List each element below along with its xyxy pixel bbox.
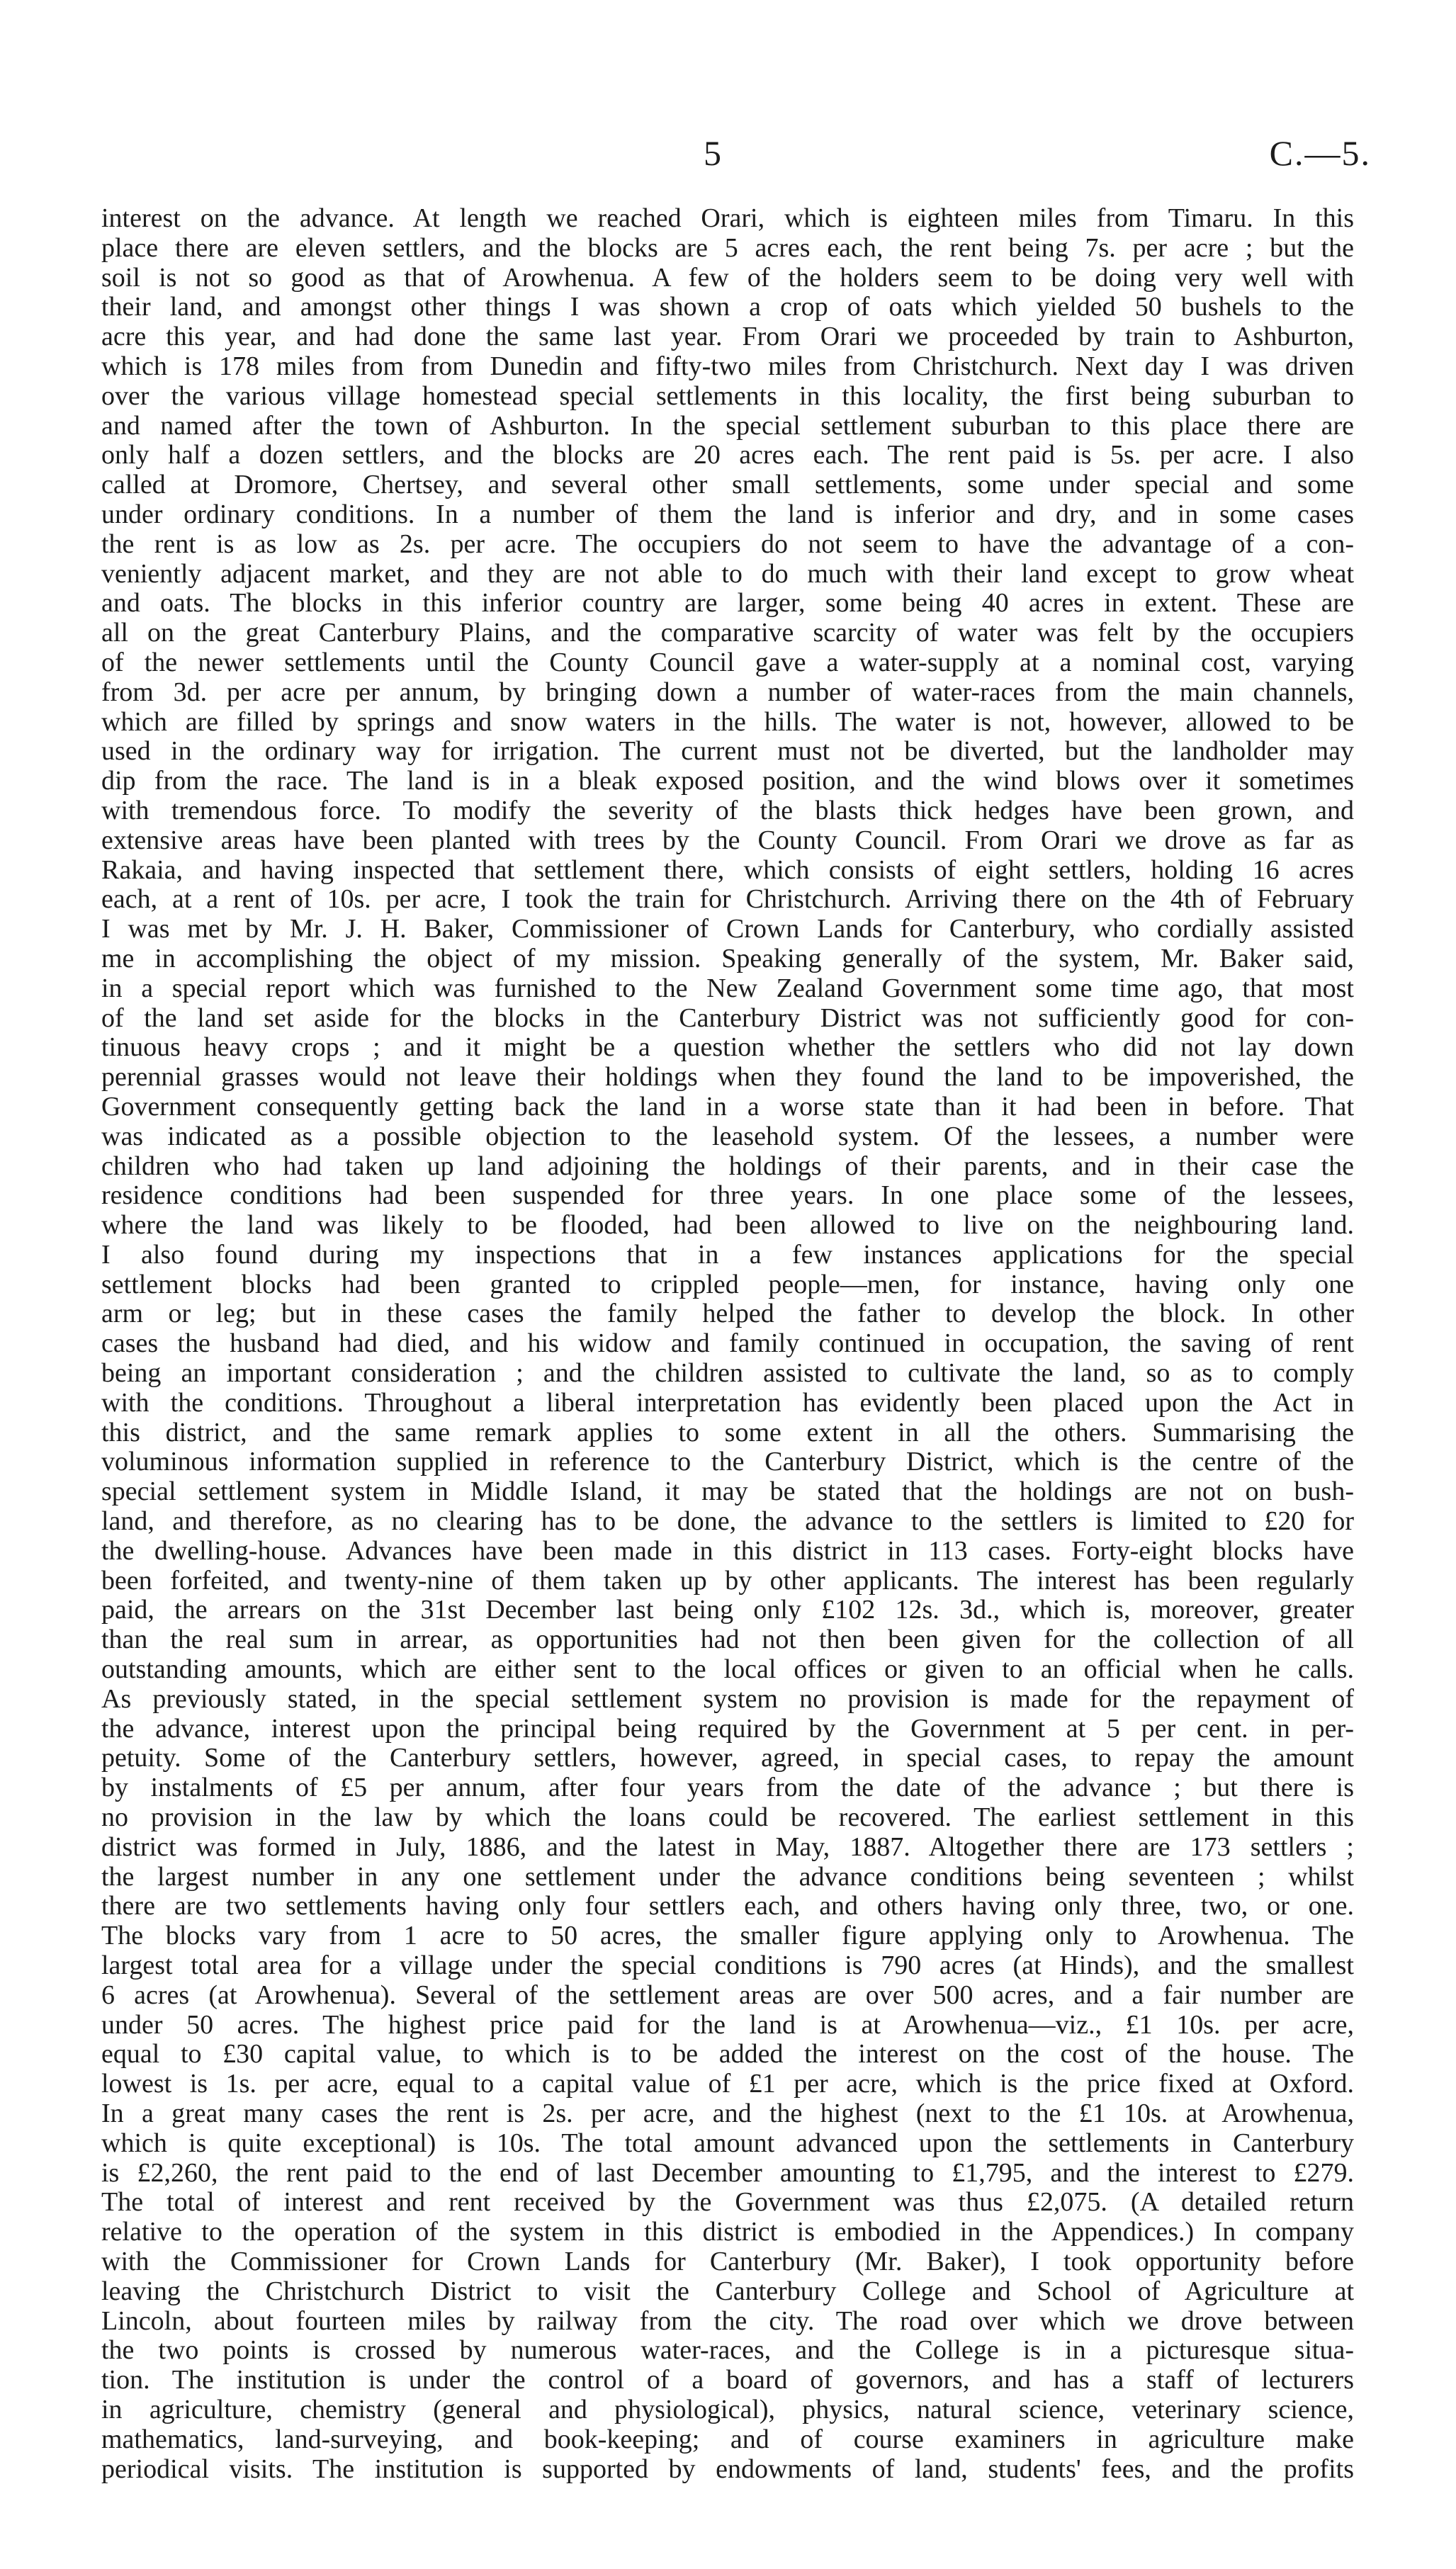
text-line: tinuous heavy crops ; and it might be a question whether the settlers who did not lay down bbox=[101, 1032, 1354, 1063]
text-line: and named after the town of Ashburton. In the special settlement suburban to this place there are bbox=[101, 410, 1354, 441]
text-line: no provision in the law by which the loans could be recovered. The earliest settlement in this bbox=[101, 1802, 1354, 1833]
page-number: 5 bbox=[704, 133, 721, 173]
text-line: there are two settlements having only four settlers each, and others having only three, two, or one. bbox=[101, 1891, 1354, 1921]
text-line: with tremendous force. To modify the severity of the blasts thick hedges have been grown, and bbox=[101, 795, 1354, 825]
text-line: I also found during my inspections that in a few instances applications for the special bbox=[101, 1239, 1354, 1270]
text-line: and oats. The blocks in this inferior country are larger, some being 40 acres in extent. These are bbox=[101, 588, 1354, 619]
text-line: tion. The institution is under the control of a board of governors, and has a staff of lecturers bbox=[101, 2365, 1354, 2395]
text-line: In a great many cases the rent is 2s. per acre, and the highest (next to the £1 10s. at Arowhenua, bbox=[101, 2099, 1354, 2128]
text-line: used in the ordinary way for irrigation. The current must not be diverted, but the landholder may bbox=[101, 736, 1354, 767]
text-line: voluminous information supplied in reference to the Canterbury District, which is the centre of the bbox=[101, 1447, 1354, 1477]
text-line: place there are eleven settlers, and the blocks are 5 acres each, the rent being 7s. per acre ; but the bbox=[101, 232, 1354, 263]
text-line: being an important consideration ; and the children assisted to cultivate the land, so as to comply bbox=[101, 1358, 1354, 1389]
body-text bbox=[101, 204, 1354, 2484]
text-line: outstanding amounts, which are either sent to the local offices or given to an official when he calls. bbox=[101, 1654, 1354, 1685]
text-line: children who had taken up land adjoining the holdings of their parents, and in their case the bbox=[101, 1151, 1354, 1181]
text-line: of the newer settlements until the County Council gave a water-supply at a nominal cost, varying bbox=[101, 647, 1354, 677]
text-line: than the real sum in arrear, as opportunities had not then been given for the collection of all bbox=[101, 1625, 1354, 1655]
text-line: Lincoln, about fourteen miles by railway from the city. The road over which we drove between bbox=[101, 2305, 1354, 2336]
text-line: settlement blocks had been granted to crippled people—men, for instance, having only one bbox=[101, 1269, 1354, 1299]
text-line: paid, the arrears on the 31st December last being only £102 12s. 3d., which is, moreover, greater bbox=[101, 1595, 1354, 1625]
text-line: in agriculture, chemistry (general and physiological), physics, natural science, veterinary science, bbox=[101, 2394, 1354, 2424]
text-line: lowest is 1s. per acre, equal to a capital value of £1 per acre, which is the price fixed at Oxford. bbox=[101, 2069, 1354, 2099]
text-line: is £2,260, the rent paid to the end of last December amounting to £1,795, and the interest to £279. bbox=[101, 2157, 1354, 2188]
text-line: me in accomplishing the object of my mission. Speaking generally of the system, Mr. Baker said, bbox=[101, 943, 1354, 973]
text-line: As previously stated, in the special settlement system no provision is made for the repayment of bbox=[101, 1683, 1354, 1714]
text-line: soil is not so good as that of Arowhenua. A few of the holders seem to be doing very well with bbox=[101, 262, 1354, 293]
page-header bbox=[0, 132, 1456, 181]
text-line: acre this year, and had done the same last year. From Orari we proceeded by train to Ashburton, bbox=[101, 322, 1354, 352]
text-line: extensive areas have been planted with trees by the County Council. From Orari we drove as far as bbox=[101, 825, 1354, 855]
text-line: which are filled by springs and snow waters in the hills. The water is not, however, allowed to be bbox=[101, 706, 1354, 737]
text-line: dip from the race. The land is in a bleak exposed position, and the wind blows over it sometimes bbox=[101, 766, 1354, 796]
text-line: called at Dromore, Chertsey, and several other small settlements, some under special and some bbox=[101, 470, 1354, 500]
text-line: leaving the Christchurch District to visit the Canterbury College and School of Agriculture at bbox=[101, 2276, 1354, 2306]
text-line: this district, and the same remark applies to some extent in all the others. Summarising the bbox=[101, 1417, 1354, 1447]
text-line: interest on the advance. At length we reached Orari, which is eighteen miles from Timaru. In this bbox=[101, 203, 1354, 233]
text-line: the rent is as low as 2s. per acre. The occupiers do not seem to have the advantage of a con- bbox=[101, 529, 1354, 559]
text-line: petuity. Some of the Canterbury settlers, however, agreed, in special cases, to repay the amount bbox=[101, 1743, 1354, 1773]
text-line: by instalments of £5 per annum, after four years from the date of the advance ; but there is bbox=[101, 1773, 1354, 1803]
text-line: their land, and amongst other things I was shown a crop of oats which yielded 50 bushels to the bbox=[101, 292, 1354, 322]
document-reference: C.—5. bbox=[1269, 133, 1371, 173]
text-line: equal to £30 capital value, to which is to be added the interest on the cost of the house. The bbox=[101, 2039, 1354, 2070]
text-line: the dwelling-house. Advances have been made in this district in 113 cases. Forty-eight blocks have bbox=[101, 1535, 1354, 1566]
text-line: Rakaia, and having inspected that settlement there, which consists of eight settlers, holding 16 acres bbox=[101, 854, 1354, 885]
text-line: been forfeited, and twenty-nine of them taken up by other applicants. The interest has been regularly bbox=[101, 1565, 1354, 1596]
text-line: over the various village homestead special settlements in this locality, the first being suburban to bbox=[101, 380, 1354, 411]
text-line: only half a dozen settlers, and the blocks are 20 acres each. The rent paid is 5s. per acre. I also bbox=[101, 440, 1354, 470]
text-line: the largest number in any one settlement under the advance conditions being seventeen ; whilst bbox=[101, 1861, 1354, 1892]
text-line: where the land was likely to be flooded, had been allowed to live on the neighbouring land. bbox=[101, 1210, 1354, 1241]
text-line: of the land set aside for the blocks in the Canterbury District was not sufficiently good for con- bbox=[101, 1003, 1354, 1033]
text-line: The blocks vary from 1 acre to 50 acres, the smaller figure applying only to Arowhenua. The bbox=[101, 1921, 1354, 1951]
text-line: land, and therefore, as no clearing has to be done, the advance to the settlers is limited to £20 for bbox=[101, 1506, 1354, 1537]
text-line: mathematics, land-surveying, and book-keeping; and of course examiners in agriculture make bbox=[101, 2424, 1354, 2454]
text-line: 6 acres (at Arowhenua). Several of the settlement areas are over 500 acres, and a fair number are bbox=[101, 1980, 1354, 2010]
text-line: which is quite exceptional) is 10s. The total amount advanced upon the settlements in Canterbury bbox=[101, 2128, 1354, 2158]
text-line: under ordinary conditions. In a number of them the land is inferior and dry, and in some cases bbox=[101, 499, 1354, 529]
text-line: cases the husband had died, and his widow and family continued in occupation, the saving of rent bbox=[101, 1328, 1354, 1359]
text-line: with the conditions. Throughout a liberal interpretation has evidently been placed upon the Act in bbox=[101, 1387, 1354, 1418]
text-line: veniently adjacent market, and they are not able to do much with their land except to grow wheat bbox=[101, 558, 1354, 589]
text-line: each, at a rent of 10s. per acre, I took the train for Christchurch. Arriving there on the 4th of February bbox=[101, 884, 1354, 915]
text-line: with the Commissioner for Crown Lands for Canterbury (Mr. Baker), I took opportunity before bbox=[101, 2246, 1354, 2276]
text-line: residence conditions had been suspended for three years. In one place some of the lessees, bbox=[101, 1180, 1354, 1211]
text-line: relative to the operation of the system in this district is embodied in the Appendices.) In company bbox=[101, 2217, 1354, 2247]
text-line: in a special report which was furnished to the New Zealand Government some time ago, that most bbox=[101, 973, 1354, 1003]
text-line: special settlement system in Middle Island, it may be stated that the holdings are not on bush- bbox=[101, 1477, 1354, 1507]
text-line: district was formed in July, 1886, and the latest in May, 1887. Altogether there are 173 settlers ; bbox=[101, 1831, 1354, 1862]
text-line: periodical visits. The institution is supported by endowments of land, students' fees, and the profits bbox=[101, 2454, 1354, 2484]
text-line: I was met by Mr. J. H. Baker, Commissioner of Crown Lands for Canterbury, who cordially assisted bbox=[101, 914, 1354, 944]
text-line: the two points is crossed by numerous water-races, and the College is in a picturesque situa- bbox=[101, 2335, 1354, 2366]
text-line: The total of interest and rent received by the Government was thus £2,075. (A detailed return bbox=[101, 2187, 1354, 2218]
text-line: Government consequently getting back the land in a worse state than it had been in before. That bbox=[101, 1091, 1354, 1122]
text-line: under 50 acres. The highest price paid for the land is at Arowhenua—viz., £1 10s. per acre, bbox=[101, 2009, 1354, 2040]
text-line: all on the great Canterbury Plains, and the comparative scarcity of water was felt by the occupiers bbox=[101, 618, 1354, 648]
text-line: from 3d. per acre per annum, by bringing down a number of water-races from the main channels, bbox=[101, 677, 1354, 707]
text-line: largest total area for a village under the special conditions is 790 acres (at Hinds), and the smallest bbox=[101, 1950, 1354, 1981]
text-line: arm or leg; but in these cases the family helped the father to develop the block. In other bbox=[101, 1299, 1354, 1329]
text-line: which is 178 miles from from Dunedin and fifty-two miles from Christchurch. Next day I was driven bbox=[101, 351, 1354, 381]
text-line: the advance, interest upon the principal being required by the Government at 5 per cent. in per- bbox=[101, 1713, 1354, 1744]
text-line: was indicated as a possible objection to the leasehold system. Of the lessees, a number were bbox=[101, 1121, 1354, 1151]
text-line: perennial grasses would not leave their holdings when they found the land to be impoverished, the bbox=[101, 1062, 1354, 1092]
